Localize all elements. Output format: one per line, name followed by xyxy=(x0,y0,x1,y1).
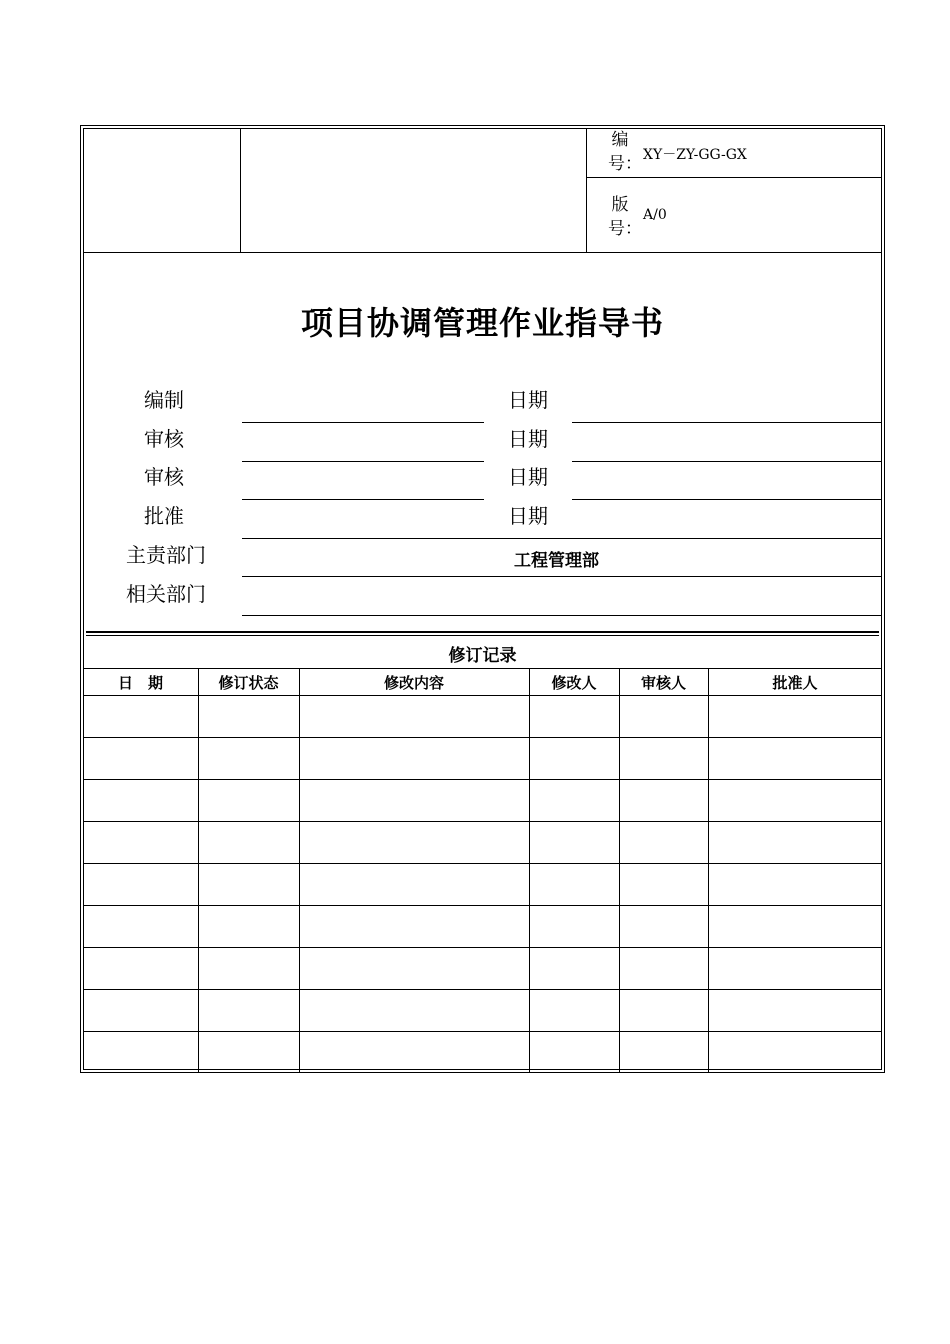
signoff-date-label: 日期 xyxy=(508,427,548,451)
table-row-line xyxy=(83,779,882,780)
related-dept-label: 相关部门 xyxy=(126,582,206,606)
logo-cell xyxy=(84,129,239,251)
table-row-line xyxy=(83,989,882,990)
column-divider xyxy=(708,669,709,1073)
code-label: 编号： xyxy=(608,130,642,174)
date-line xyxy=(572,461,882,462)
main-dept-label: 主责部门 xyxy=(126,543,206,567)
signoff-date-label: 日期 xyxy=(508,465,548,489)
column-header: 修改内容 xyxy=(383,674,444,692)
signature-line xyxy=(242,422,484,423)
signoff-date-label: 日期 xyxy=(508,504,548,528)
header-divider-2 xyxy=(586,128,587,253)
column-divider xyxy=(299,669,300,1073)
header-bottom-line xyxy=(83,252,882,253)
related-dept-underline xyxy=(242,615,882,616)
company-cell xyxy=(241,129,585,251)
version-label: 版号： xyxy=(608,195,642,239)
signature-line xyxy=(242,461,484,462)
table-row-line xyxy=(83,1031,882,1032)
column-header: 批准人 xyxy=(772,674,818,692)
table-row-line xyxy=(83,821,882,822)
column-divider xyxy=(198,669,199,1073)
main-dept-underline xyxy=(242,576,882,577)
document-title: 项目协调管理作业指导书 xyxy=(300,304,664,342)
table-row-line xyxy=(83,947,882,948)
date-line xyxy=(572,499,882,500)
column-divider xyxy=(529,669,530,1073)
approval-underline xyxy=(242,538,882,539)
section-separator-2 xyxy=(86,635,879,636)
main-dept-value: 工程管理部 xyxy=(514,551,599,571)
signoff-role-label: 批准 xyxy=(144,504,184,528)
code-value: XY－ZY-GG-GX xyxy=(643,147,747,163)
table-row-line xyxy=(83,863,882,864)
column-divider xyxy=(619,669,620,1073)
column-header: 修改人 xyxy=(551,674,597,692)
header-row-divider xyxy=(586,177,882,178)
revision-title-line xyxy=(83,668,882,669)
signoff-role-label: 审核 xyxy=(144,465,184,489)
signoff-role-label: 审核 xyxy=(144,427,184,451)
signoff-role-label: 编制 xyxy=(144,388,184,412)
table-header-line xyxy=(83,695,882,696)
version-value: A/0 xyxy=(643,207,667,223)
signature-line xyxy=(242,499,484,500)
table-row-line xyxy=(83,737,882,738)
revision-title: 修订记录 xyxy=(448,646,517,666)
column-header: 审核人 xyxy=(640,674,686,692)
table-row-line xyxy=(83,905,882,906)
date-line xyxy=(572,422,882,423)
column-header: 修订状态 xyxy=(218,674,279,692)
section-separator-1 xyxy=(86,631,879,633)
column-header: 日 期 xyxy=(117,674,163,692)
signoff-date-label: 日期 xyxy=(508,388,548,412)
